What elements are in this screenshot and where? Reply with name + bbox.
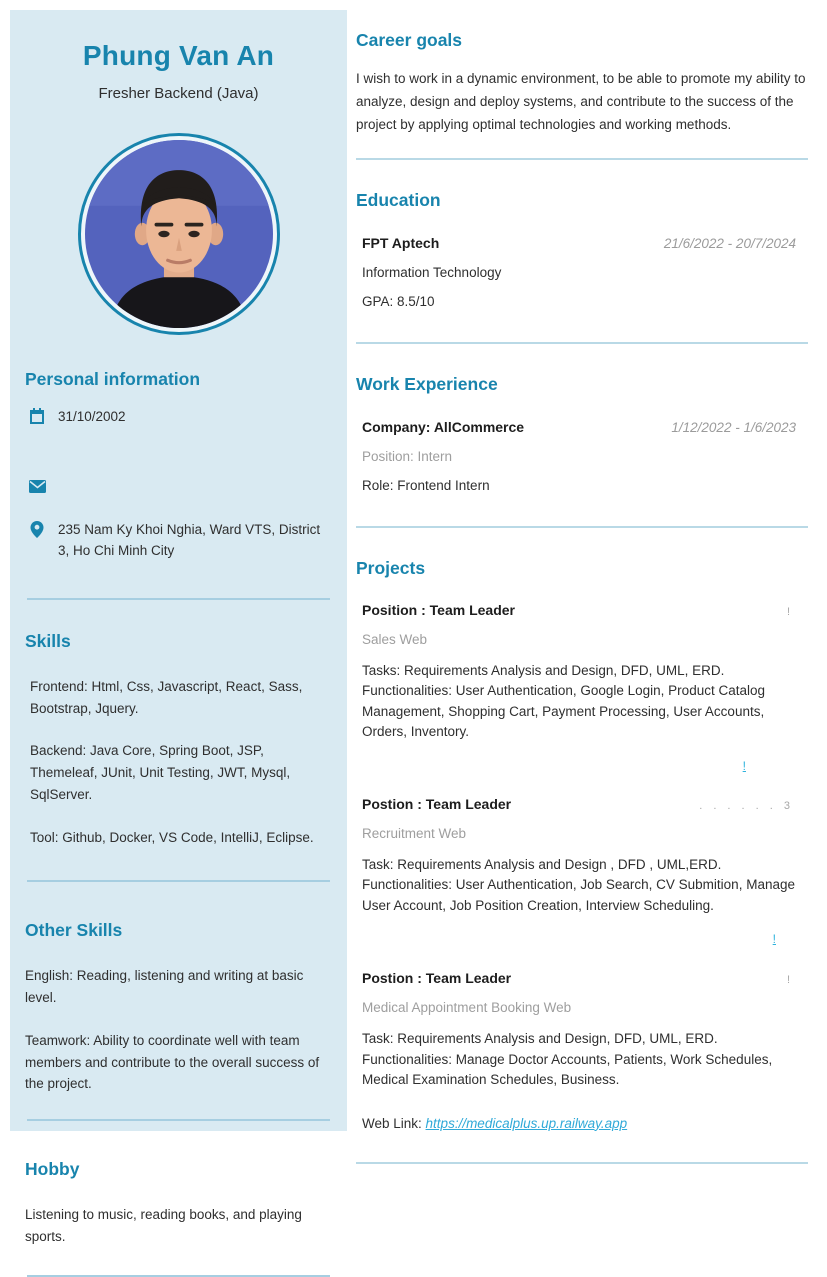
birthday-value: 31/10/2002 [58,409,126,424]
address-value: 235 Nam Ky Khoi Nghia, Ward VTS, District 3, Ho Chi Minh City [58,521,321,558]
main-divider [356,158,808,160]
education-title: Education [356,189,441,210]
project-name: Medical Appointment Booking Web [362,1000,572,1016]
work-experience-title: Work Experience [356,373,498,394]
skills-title: Skills [25,630,71,651]
birthday-row [29,407,332,428]
profile-photo-image [85,140,273,328]
sidebar [10,10,347,1245]
project-web-link[interactable]: https://medicalplus.up.railway.app [425,1115,628,1131]
redacted-link-artifact: ! [772,932,776,947]
redacted-date-artifact: ! [786,974,794,987]
project-header [356,602,808,618]
candidate-title: Fresher Backend (Java) [98,85,259,102]
project-tasks: Tasks: Requirements Analysis and Design, DFD, UML, ERD. [362,662,725,678]
skills-backend: Backend: Java Core, Spring Boot, JSP, Themeleaf, JUnit, Unit Testing, JWT, Mysql, SqlServer. [30,743,291,803]
web-link-label: Web Link: [362,1115,426,1131]
other-skills-english: English: Reading, listening and writing at basic level. [25,967,304,1005]
project-functionalities: Functionalities: User Authentication, Job Search, CV Submition, Manage User Account, Job Position Creation, Interview Scheduling. [362,877,795,913]
project-item [356,602,808,773]
skills-frontend: Frontend: Html, Css, Javascript, React, Sass, Bootstrap, Jquery. [30,678,303,716]
projects-title: Projects [356,557,426,578]
calendar-icon [29,408,45,424]
work-position: Position: Intern [362,448,453,464]
project-header [356,970,808,986]
project-description [356,1029,808,1091]
project-position: Postion : Team Leader [362,795,512,812]
project-position: Position : Team Leader [362,601,515,618]
other-skills-teamwork: Teamwork: Ability to coordinate well with team members and contribute to the overall success of the project. [25,1032,320,1092]
company-name: Company: AllCommerce [362,418,525,435]
education-dates: 21/6/2022 - 20/7/2024 [663,235,796,251]
project-description [356,855,808,917]
career-goals-text: I wish to work in a dynamic environment, to be able to promote my ability to analyze, design and deploy systems, and contribute to the success of the project by applying optimal technologies and working methods. [356,71,806,133]
career-goals-title: Career goals [356,30,463,50]
main-divider [356,1162,808,1164]
project-functionalities: Functionalities: Manage Doctor Accounts, Patients, Work Schedules, Medical Examination Schedules, Business. [362,1051,773,1088]
skills-tools: Tool: Github, Docker, VS Code, IntelliJ, Eclipse. [30,830,314,846]
education-entry-header [356,235,808,251]
candidate-name: Phung Van An [82,40,275,71]
email-row [29,479,332,493]
project-item [356,796,808,947]
education-major: Information Technology [362,264,502,280]
main-divider [356,526,808,528]
education-gpa: GPA: 8.5/10 [362,293,435,309]
project-tasks: Task: Requirements Analysis and Design, DFD, UML, ERD. [362,1031,718,1047]
other-skills-title: Other Skills [25,919,123,940]
redacted-date-artifact: . . . . . . 3 [699,799,794,812]
project-name: Sales Web [362,631,428,647]
address-row [29,520,332,562]
redacted-date-artifact: ! [786,605,794,618]
mail-icon [29,480,46,493]
hobby-text: Listening to music, reading books, and playing sports. [25,1207,302,1245]
project-position: Postion : Team Leader [362,970,512,987]
sidebar-divider [27,598,330,600]
school-name: FPT Aptech [362,234,440,251]
main-divider [356,342,808,344]
sidebar-divider [27,1119,330,1121]
work-role: Role: Frontend Intern [362,477,490,493]
project-description [356,661,808,743]
main-column [356,10,808,1164]
project-tasks: Task: Requirements Analysis and Design , DFD , UML,ERD. [362,856,722,872]
work-dates: 1/12/2022 - 1/6/2023 [671,419,796,435]
redacted-link-artifact: ! [742,758,746,773]
project-header [356,796,808,812]
profile-photo [78,133,280,335]
work-entry-header [356,419,808,435]
web-link-line [356,1116,808,1131]
project-name: Recruitment Web [362,825,467,841]
location-pin-icon [29,521,45,538]
sidebar-divider [27,880,330,882]
project-item [356,970,808,1164]
hobby-title: Hobby [25,1159,80,1180]
personal-info-title: Personal information [25,369,201,389]
project-functionalities: Functionalities: User Authentication, Google Login, Product Catalog Management, Shopping Cart, Payment Processing, User Accounts, Orders, Inventory. [362,683,765,740]
